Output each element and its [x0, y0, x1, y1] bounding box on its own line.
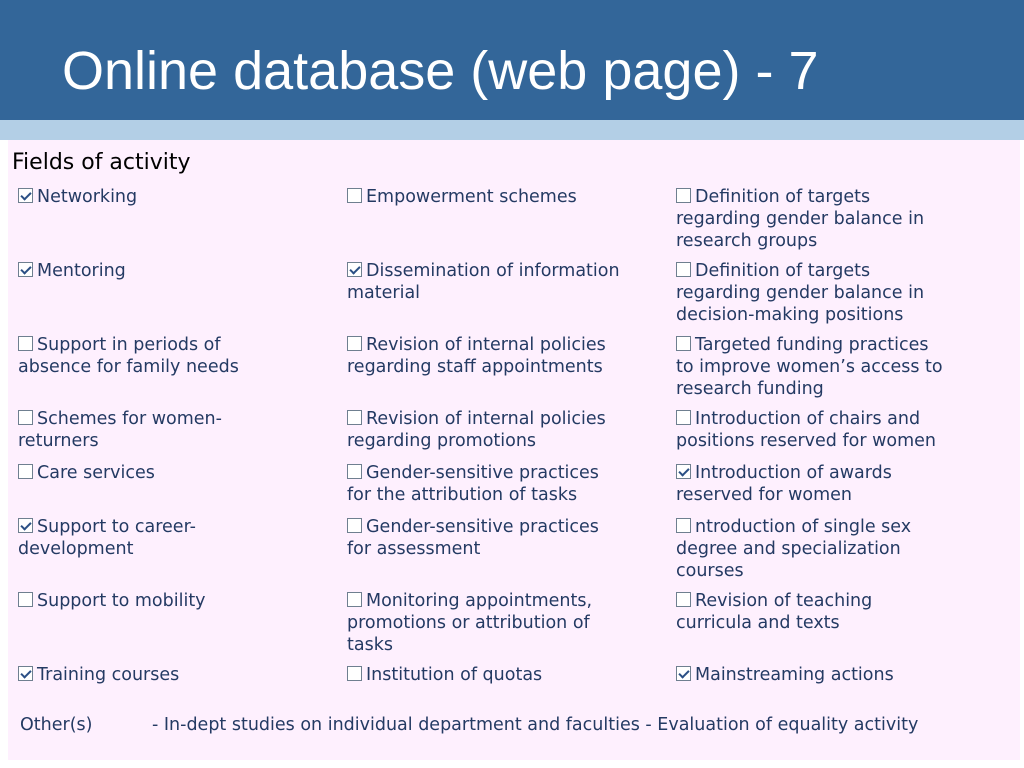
checkbox-unchecked[interactable] [676, 410, 691, 425]
activity-label-line: Dissemination of information [366, 261, 620, 281]
activity-option[interactable] [676, 260, 924, 326]
activity-label-line: Definition of targets [695, 187, 871, 207]
checkbox-unchecked[interactable] [347, 464, 362, 479]
activity-option[interactable] [347, 462, 599, 506]
activity-label-line: Introduction of chairs and [695, 409, 921, 429]
activity-label-line: promotions or attribution of [347, 613, 590, 633]
other-label: Other(s) [20, 715, 93, 735]
activity-option[interactable] [347, 664, 542, 686]
checkbox-unchecked[interactable] [347, 410, 362, 425]
activity-option[interactable] [347, 590, 592, 656]
checkbox-checked[interactable] [18, 188, 33, 203]
checkbox-unchecked[interactable] [676, 262, 691, 277]
activity-option[interactable] [676, 462, 892, 506]
activity-option[interactable] [347, 260, 620, 304]
activity-option[interactable] [347, 334, 606, 378]
activity-label-line: Gender-sensitive practices [366, 517, 599, 537]
checkbox-checked[interactable] [18, 518, 33, 533]
activity-label-line: regarding staff appointments [347, 357, 603, 377]
activity-option[interactable] [18, 590, 206, 612]
activity-label-line: Training courses [37, 665, 180, 685]
activity-option[interactable] [676, 590, 872, 634]
activity-option[interactable] [347, 516, 599, 560]
activity-label-line: research funding [676, 379, 824, 399]
activity-option[interactable] [676, 334, 943, 400]
checkbox-unchecked[interactable] [18, 464, 33, 479]
activity-label-line: degree and specialization [676, 539, 901, 559]
activity-label-line: ntroduction of single sex [695, 517, 912, 537]
checkbox-unchecked[interactable] [18, 410, 33, 425]
activity-label-line: Definition of targets [695, 261, 871, 281]
activity-label-line: to improve women’s access to [676, 357, 943, 377]
activity-option[interactable] [347, 186, 577, 208]
activity-label-line: development [18, 539, 134, 559]
checkbox-unchecked[interactable] [676, 336, 691, 351]
activity-option[interactable] [347, 408, 606, 452]
activity-label-line: tasks [347, 635, 393, 655]
activity-label-line: Monitoring appointments, [366, 591, 593, 611]
activity-label-line: courses [676, 561, 744, 581]
checkbox-unchecked[interactable] [347, 188, 362, 203]
activity-label-line: Introduction of awards [695, 463, 892, 483]
activity-label-line: Empowerment schemes [366, 187, 577, 207]
checkbox-unchecked[interactable] [347, 592, 362, 607]
checkbox-unchecked[interactable] [18, 592, 33, 607]
activity-option[interactable] [18, 260, 126, 282]
activity-label-line: positions reserved for women [676, 431, 936, 451]
activity-label-line: Networking [37, 187, 138, 207]
activity-label-line: decision-making positions [676, 305, 904, 325]
checkbox-unchecked[interactable] [347, 336, 362, 351]
activity-option[interactable] [18, 408, 222, 452]
activity-label-line: research groups [676, 231, 818, 251]
checkbox-unchecked[interactable] [347, 666, 362, 681]
activity-label-line: Revision of internal policies [366, 409, 606, 429]
checkbox-checked[interactable] [18, 262, 33, 277]
activity-label-line: regarding promotions [347, 431, 537, 451]
activity-option[interactable] [18, 664, 179, 686]
activity-option[interactable] [18, 516, 196, 560]
activity-label-line: returners [18, 431, 99, 451]
checkbox-checked[interactable] [676, 464, 691, 479]
activity-label-line: Mentoring [37, 261, 126, 281]
activity-label-line: Targeted funding practices [695, 335, 929, 355]
activity-option[interactable] [676, 186, 924, 252]
activity-option[interactable] [676, 664, 894, 686]
activity-option[interactable] [18, 186, 137, 208]
activity-label-line: for the attribution of tasks [347, 485, 578, 505]
activity-label-line: Institution of quotas [366, 665, 543, 685]
activity-label-line: material [347, 283, 421, 303]
activity-label-line: Schemes for women- [37, 409, 222, 429]
checkbox-unchecked[interactable] [18, 336, 33, 351]
activity-label-line: for assessment [347, 539, 481, 559]
activity-label-line: Support in periods of [37, 335, 221, 355]
activity-option[interactable] [18, 334, 239, 378]
activity-label-line: Gender-sensitive practices [366, 463, 599, 483]
activity-option[interactable] [676, 408, 936, 452]
title-underline-bar [0, 120, 1024, 140]
checkbox-unchecked[interactable] [676, 518, 691, 533]
checkbox-checked[interactable] [18, 666, 33, 681]
checkbox-checked[interactable] [347, 262, 362, 277]
checkbox-unchecked[interactable] [676, 188, 691, 203]
activity-option[interactable] [18, 462, 155, 484]
checkbox-checked[interactable] [676, 666, 691, 681]
activity-label-line: regarding gender balance in [676, 283, 925, 303]
activity-label-line: Support to mobility [37, 591, 206, 611]
activity-label-line: Care services [37, 463, 155, 483]
activity-label-line: absence for family needs [18, 357, 239, 377]
checkbox-unchecked[interactable] [347, 518, 362, 533]
other-text: - In-dept studies on individual department and faculties - Evaluation of equality activity [152, 715, 919, 735]
activity-label-line: regarding gender balance in [676, 209, 925, 229]
activity-label-line: Revision of teaching [695, 591, 873, 611]
activity-label-line: Revision of internal policies [366, 335, 606, 355]
activity-label-line: reserved for women [676, 485, 852, 505]
activity-option[interactable] [676, 516, 911, 582]
checkbox-unchecked[interactable] [676, 592, 691, 607]
activity-label-line: curricula and texts [676, 613, 840, 633]
section-heading: Fields of activity [12, 150, 191, 175]
activity-label-line: Mainstreaming actions [695, 665, 894, 685]
slide-title: Online database (web page) - 7 [62, 41, 819, 101]
activity-label-line: Support to career- [37, 517, 196, 537]
